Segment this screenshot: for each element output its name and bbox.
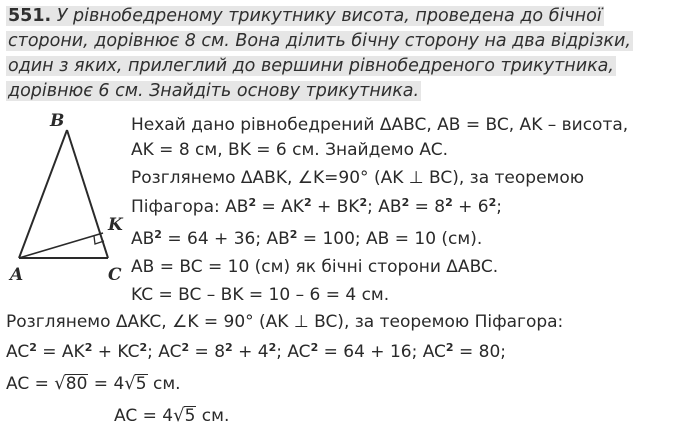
altitude-ak	[19, 233, 103, 258]
solution-line-2: AK = 8 см, BK = 6 см. Знайдемо AC.	[131, 140, 449, 160]
solution-line-3: Розглянемо ΔABK, ∠K=90° (AK ⊥ BC), за теоремою	[131, 168, 585, 188]
problem-line-2: сторони, дорівнює 8 см. Вона ділить бічну сторону на два відрізки,	[8, 31, 631, 51]
problem-number: 551.	[8, 6, 52, 26]
vertex-label-c: C	[108, 265, 122, 285]
solution-answer: AC = 4√5 см.	[114, 405, 230, 426]
solution-line-10: AC = √80 = 4√5 см.	[6, 373, 181, 394]
vertex-label-b: B	[50, 111, 65, 131]
problem-line-3: один з яких, прилеглий до вершини рівнобедреного трикутника,	[8, 56, 614, 76]
side-bc	[67, 130, 108, 258]
problem-statement	[6, 4, 690, 104]
solution-line-4: Піфагора: $AB^2 = AK^2 + BK^2$; $AB^2 = 8^2 + 6^2$;	[131, 196, 503, 217]
solution-line-6: AB = BC = 10 (см) як бічні сторони ΔABC.	[131, 257, 499, 277]
solution-line-7: KC = BC – BK = 10 – 6 = 4 см.	[131, 285, 390, 305]
problem-line-4: дорівнює 6 см. Знайдіть основу трикутника.	[8, 81, 420, 101]
vertex-label-a: A	[10, 265, 24, 285]
solution-line-1: Нехай дано рівнобедрений ΔABC, AB = BC, AK – висота,	[131, 115, 629, 135]
problem-line-1: 551. У рівнобедреному трикутнику висота, проведена до бічної	[8, 6, 602, 26]
side-ab	[19, 130, 67, 258]
triangle-figure	[0, 100, 140, 290]
vertex-label-k: K	[108, 215, 123, 235]
solution-line-9: $AC^2 = AK^2 + KC^2$; $AC^2 = 8^2 + 4^2$; $AC^2 = 64 + 16$; $AC^2 = 80$;	[6, 341, 506, 362]
solution-line-5: $AB^2 = 64 + 36$; $AB^2 = 100$; AB = 10 (см).	[131, 228, 483, 249]
solution-line-8: Розглянемо ΔAKC, ∠K = 90° (AK ⊥ BC), за теоремою Піфагора:	[6, 312, 564, 332]
